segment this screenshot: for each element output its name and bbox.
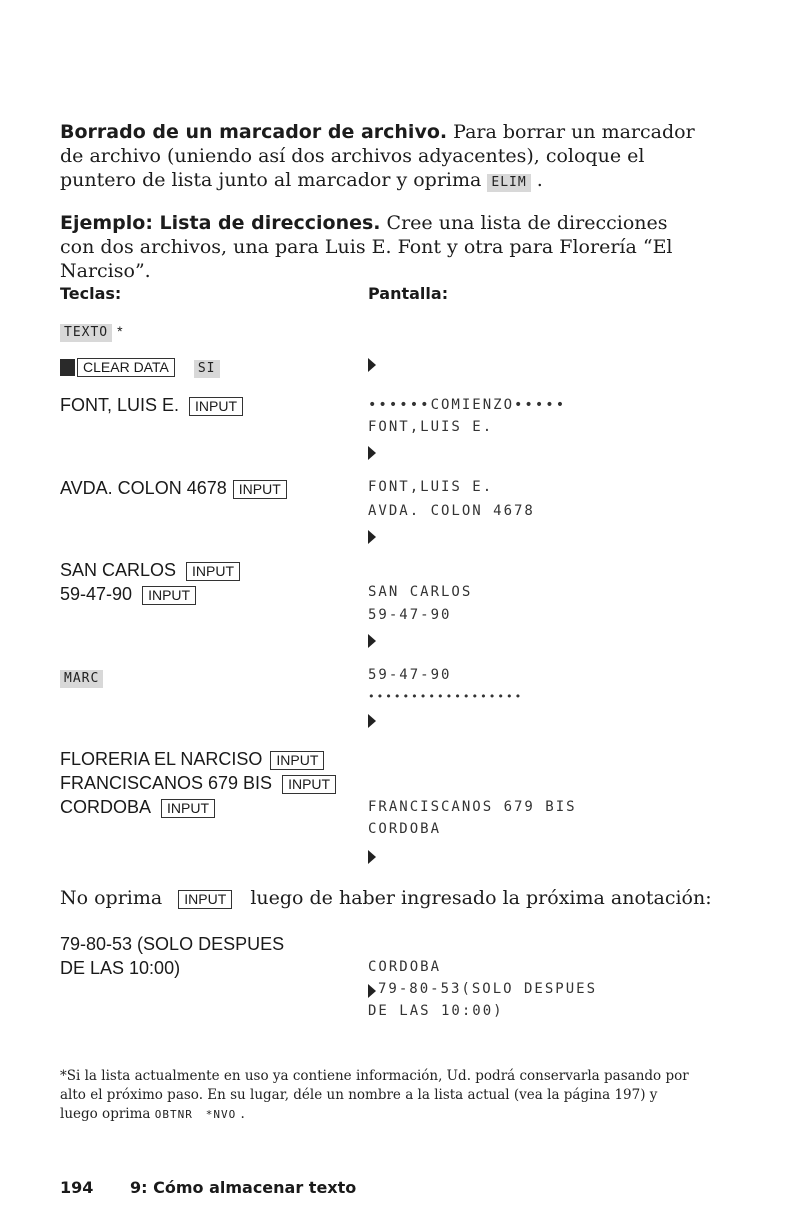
heading-keys: Teclas:	[60, 284, 122, 303]
paragraph-text: Para borrar un marcador de archivo (uniendo así dos archivos adyacentes), coloque el puntero de lista junto al marcador y oprima	[60, 121, 695, 191]
softkey-texto: TEXTO	[60, 324, 112, 342]
entry-text: FLORERIA EL NARCISO	[60, 749, 263, 769]
entry-text: AVDA. COLON 4678	[60, 478, 227, 498]
row-texto	[60, 318, 123, 343]
lcd-line: ••••••••••••••••••	[368, 690, 524, 703]
lcd-cursor	[368, 634, 376, 648]
key-input: INPUT	[142, 586, 196, 605]
lcd-line: 59-47-90	[368, 667, 452, 683]
row-clear-data	[60, 354, 220, 378]
row-avda	[60, 476, 287, 500]
entry-text: FONT, LUIS E.	[60, 395, 180, 415]
footnote-text: *Si la lista actualmente en uso ya contiene información, Ud. podrá conservarla pasando por alto el próximo paso. En su lugar, déle un nombre a la lista actual (vea la página 197) y luego oprima	[60, 1068, 689, 1122]
key-input: INPUT	[178, 890, 232, 909]
lcd-cursor	[368, 984, 376, 998]
row-franciscanos	[60, 771, 336, 795]
softkey-nvo: *NVO	[205, 1108, 237, 1121]
lcd-cursor	[368, 446, 376, 460]
row-later1: 79-80-53 (SOLO DESPUES	[60, 934, 285, 954]
shift-key	[60, 359, 75, 376]
footnote-end: .	[236, 1106, 245, 1122]
paragraph-pre: No oprima	[60, 887, 163, 909]
key-input: INPUT	[270, 751, 324, 770]
row-font-luis	[60, 393, 243, 417]
lcd-cursor	[368, 530, 376, 544]
lcd-line: FONT,LUIS E.	[368, 419, 494, 435]
entry-text: 59-47-90	[60, 584, 133, 604]
entry-text: CORDOBA	[60, 797, 152, 817]
example-title: Ejemplo: Lista de direcciones.	[60, 212, 381, 234]
softkey-marc: MARC	[60, 670, 103, 688]
footnote-marker: *	[117, 323, 123, 339]
softkey-obtnr: OBTNR	[154, 1108, 193, 1121]
key-input: INPUT	[233, 480, 287, 499]
lcd-line: 79-80-53(SOLO DESPUES	[378, 981, 598, 997]
softkey-elim: ELIM	[487, 174, 530, 192]
lcd-line: FONT,LUIS E.	[368, 479, 494, 495]
softkey-si: SI	[194, 360, 220, 378]
heading-display: Pantalla:	[368, 284, 449, 303]
entry-text: FRANCISCANOS 679 BIS	[60, 773, 273, 793]
lcd-line: AVDA. COLON 4678	[368, 503, 535, 519]
lcd-line: ••••••COMIENZO•••••	[368, 397, 567, 413]
row-cordoba	[60, 795, 215, 819]
lcd-cursor	[368, 714, 376, 728]
paragraph-delete-marker	[60, 120, 700, 192]
paragraph-example	[60, 211, 700, 283]
lcd-line: SAN CARLOS	[368, 584, 473, 600]
row-san-carlos	[60, 558, 240, 582]
key-input: INPUT	[186, 562, 240, 581]
paragraph-no-input	[60, 886, 740, 910]
paragraph-end: .	[530, 169, 543, 191]
lcd-line: CORDOBA	[368, 959, 442, 975]
lcd-line: FRANCISCANOS 679 BIS	[368, 799, 577, 815]
row-phone	[60, 582, 196, 606]
paragraph-post: luego de haber ingresado la próxima anotación:	[250, 887, 712, 909]
lcd-cursor	[368, 358, 376, 372]
lcd-line: 59-47-90	[368, 607, 452, 623]
footnote	[60, 1067, 690, 1124]
paragraph-title: Borrado de un marcador de archivo.	[60, 121, 448, 143]
key-clear-data: CLEAR DATA	[77, 358, 175, 377]
row-later2: DE LAS 10:00)	[60, 958, 181, 978]
entry-text: SAN CARLOS	[60, 560, 177, 580]
lcd-cursor	[368, 850, 376, 864]
lcd-line: CORDOBA	[368, 821, 442, 837]
row-marc	[60, 664, 103, 688]
key-input: INPUT	[189, 397, 243, 416]
key-input: INPUT	[282, 775, 336, 794]
key-input: INPUT	[161, 799, 215, 818]
lcd-line: DE LAS 10:00)	[368, 1003, 504, 1019]
row-floreria	[60, 747, 324, 771]
example-text: Cree una lista de direcciones con dos archivos, una para Luis E. Font y otra para Florería “El Narciso”.	[60, 212, 673, 282]
chapter-title: 9: Cómo almacenar texto	[130, 1178, 357, 1197]
page-number: 194	[60, 1178, 94, 1197]
